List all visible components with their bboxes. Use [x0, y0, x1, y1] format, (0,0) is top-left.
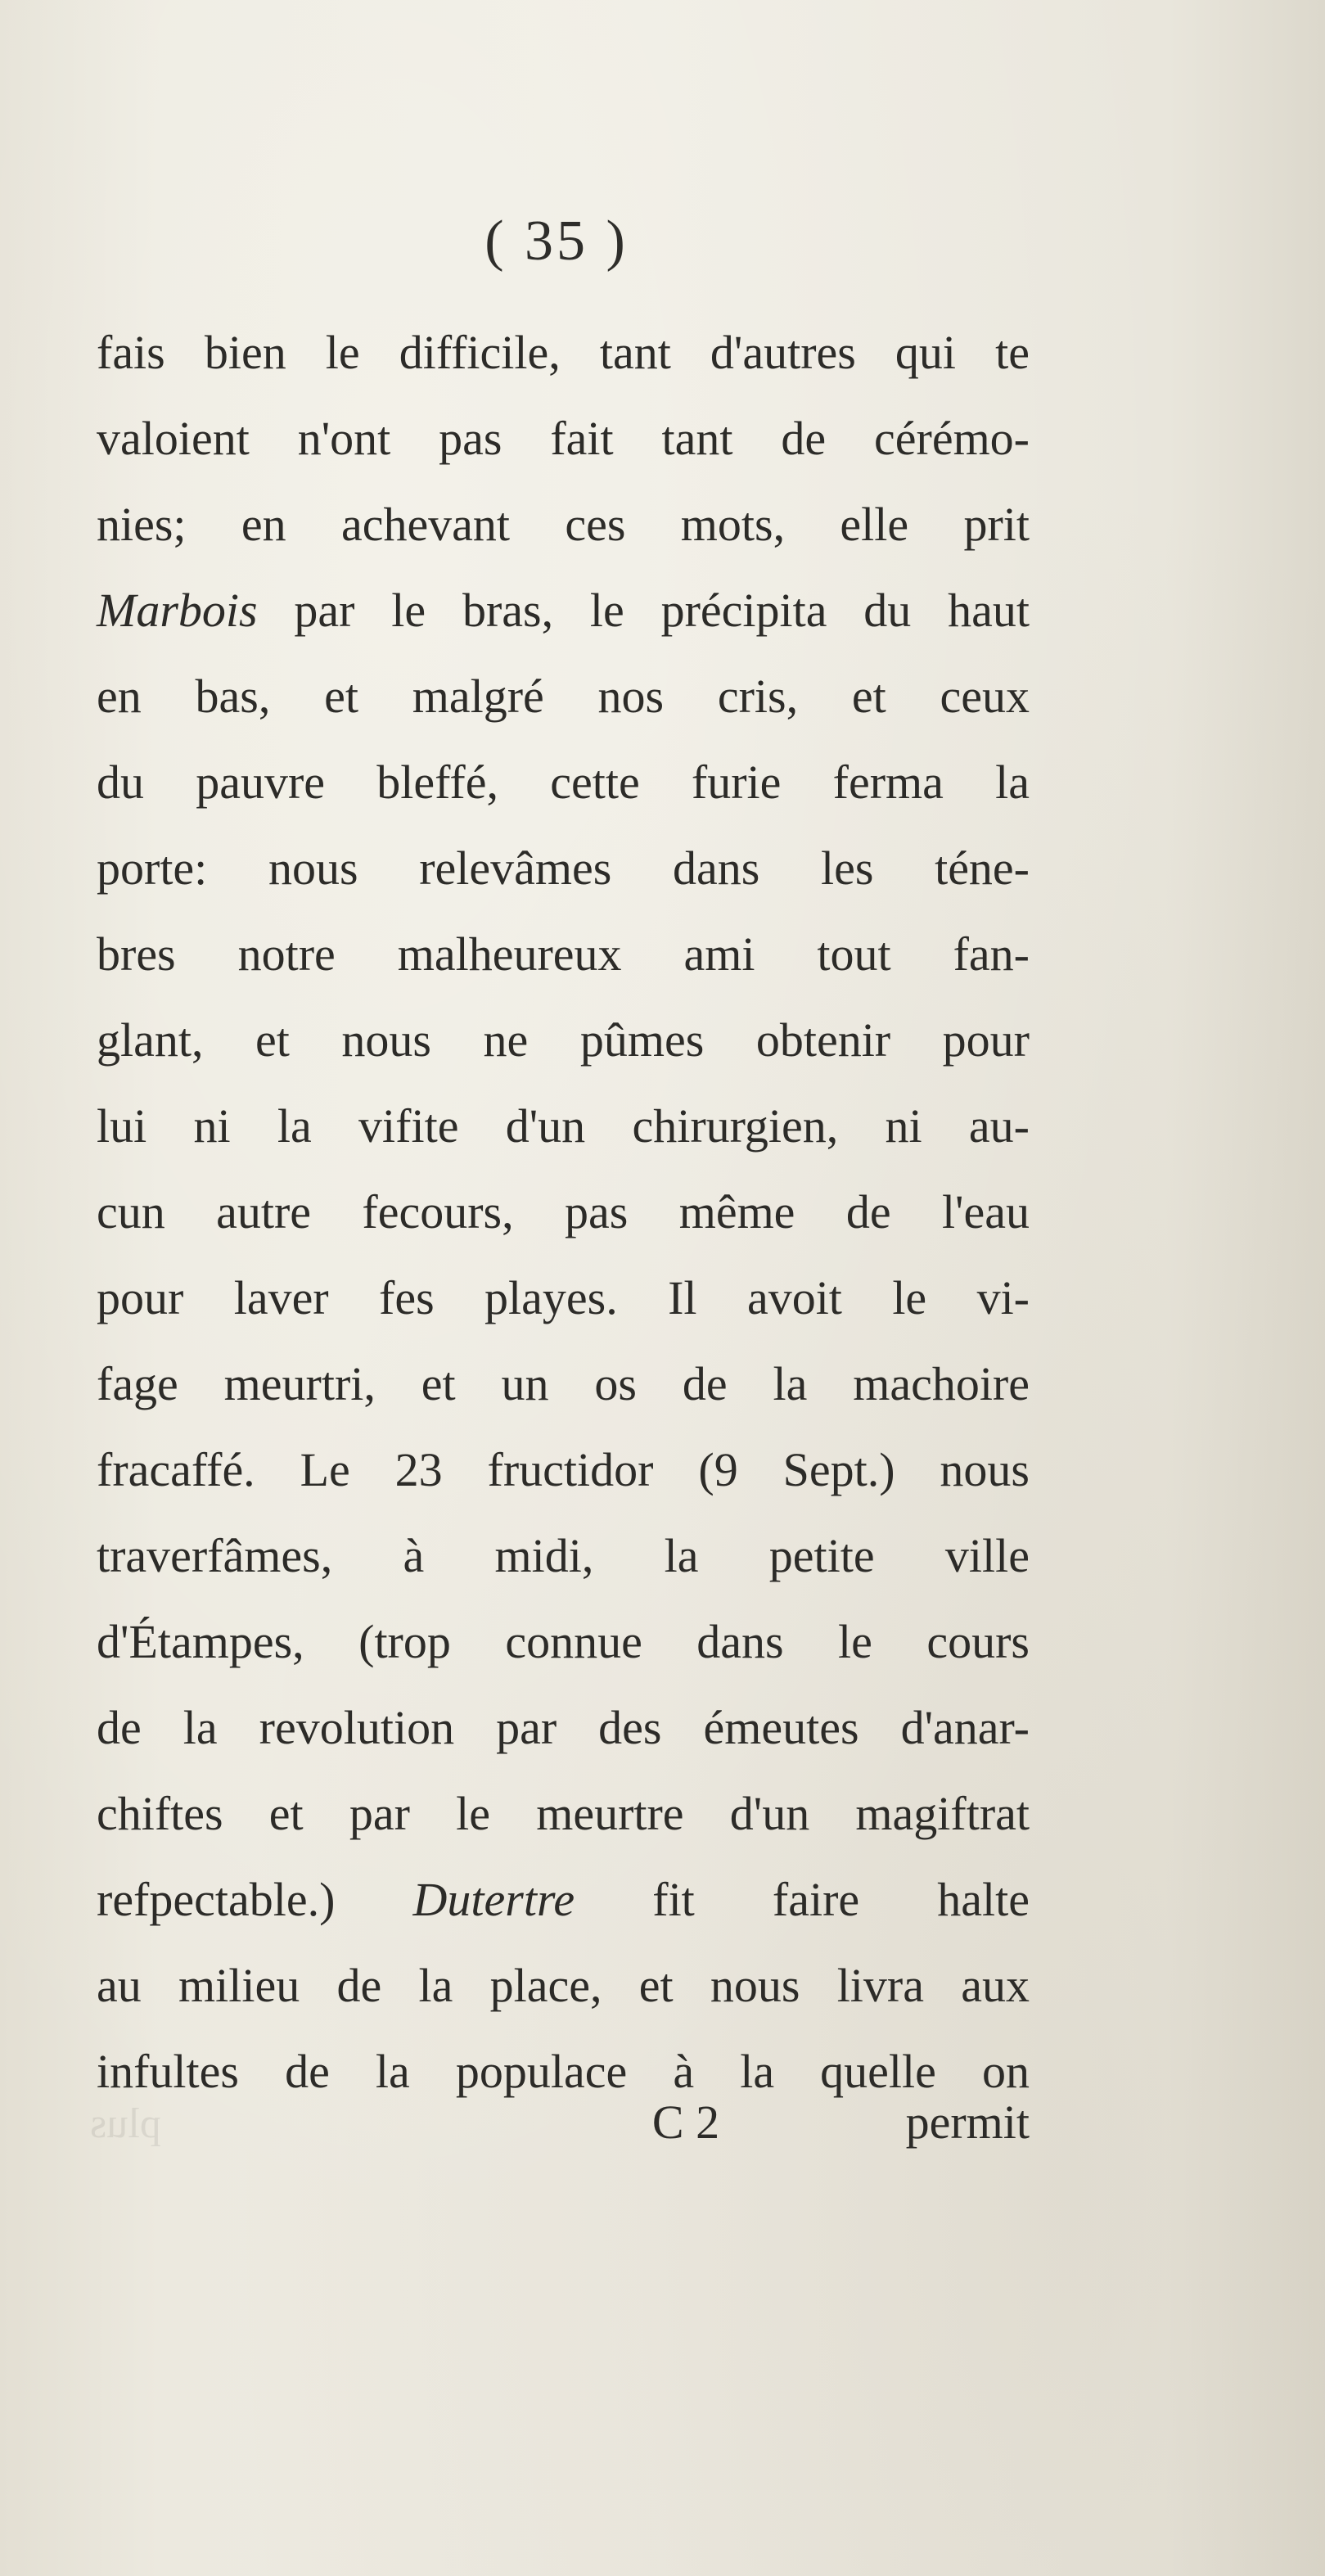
- bleed-through-text: plus: [90, 2100, 161, 2147]
- text-line-21: infultes de la populace à la quelle on: [97, 2045, 1030, 2098]
- text-line-20: au milieu de la place, et nous livra aux: [97, 1959, 1030, 2012]
- text-line-19: [97, 1856, 1030, 1942]
- text-line-14: fracaffé. Le 23 fructidor (9 Sept.) nous: [97, 1443, 1030, 1496]
- text-line-10: lui ni la vifite d'un chirurgien, ni au-: [97, 1099, 1030, 1153]
- text-line-4: [97, 567, 1030, 653]
- text-line-11: cun autre fecours, pas même de l'eau: [97, 1185, 1030, 1238]
- signature-mark: C 2: [651, 2096, 720, 2149]
- text-line-1: fais bien le difficile, tant d'autres qui te: [97, 326, 1030, 379]
- text-line-16: d'Étampes, (trop connue dans le cours: [97, 1615, 1030, 1668]
- catchword: permit: [905, 2096, 1030, 2149]
- text-line-12: pour laver fes playes. Il avoit le vi-: [97, 1271, 1030, 1324]
- body-text: [97, 309, 1030, 2114]
- page-number: ( 35 ): [484, 210, 629, 273]
- text-line-15: traverfâmes, à midi, la petite ville: [97, 1529, 1030, 1582]
- text-line-19-start: refpectable.): [97, 1873, 413, 1926]
- text-line-6: du pauvre bleffé, cette furie ferma la: [97, 756, 1030, 809]
- text-line-5: en bas, et malgré nos cris, et ceux: [97, 670, 1030, 723]
- page-footer: [97, 2079, 1030, 2165]
- text-line-9: glant, et nous ne pûmes obtenir pour: [97, 1013, 1030, 1067]
- text-line-7: porte: nous relevâmes dans les téne-: [97, 841, 1030, 895]
- text-line-2: valoient n'ont pas fait tant de cérémo-: [97, 412, 1030, 465]
- text-line-17: de la revolution par des émeutes d'anar-: [97, 1701, 1030, 1754]
- text-line-8: bres notre malheureux ami tout fan-: [97, 927, 1030, 981]
- text-line-18: chiftes et par le meurtre d'un magiftrat: [97, 1787, 1030, 1840]
- text-line-4-rest: par le bras, le précipita du haut: [257, 584, 1030, 637]
- text-line-3: nies; en achevant ces mots, elle prit: [97, 498, 1030, 551]
- italic-name-dutertre: Dutertre: [412, 1873, 575, 1926]
- text-line-19-rest: fit faire halte: [575, 1873, 1030, 1926]
- italic-name-marbois: Marbois: [97, 584, 258, 637]
- text-line-13: fage meurtri, et un os de la machoire: [97, 1357, 1030, 1410]
